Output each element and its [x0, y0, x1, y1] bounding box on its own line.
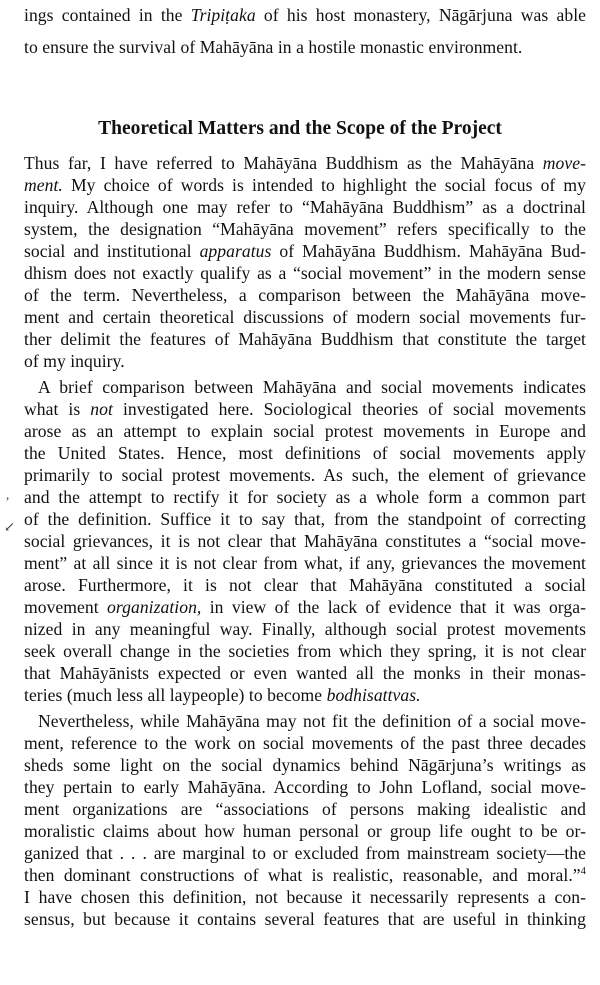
- body-line: then dominant constructions of what is realistic, reasonable, and moral.”$^4$: [24, 865, 586, 885]
- body-line: ganized that . . . are marginal to or excluded from mainstream society—the: [24, 843, 586, 863]
- margin-mark: ,: [6, 487, 10, 502]
- body-line: seek overall change in the societies from which they spring, it is not clear: [24, 641, 586, 661]
- body-line: primarily to social protest movements. As such, the element of grievance: [24, 465, 586, 485]
- body-line: Thus far, I have referred to Mahāyāna Buddhism as the Mahāyāna move-: [24, 153, 586, 173]
- body-line: ment. My choice of words is intended to highlight the social focus of my: [24, 175, 586, 195]
- body-line: and the attempt to rectify it for society as a whole form a common part: [24, 487, 586, 507]
- body-line: arose. Furthermore, it is not clear that Mahāyāna constituted a social: [24, 575, 586, 595]
- body-line: social and institutional apparatus of Mahāyāna Buddhism. Mahāyāna Bud-: [24, 241, 586, 261]
- body-line: of the definition. Suffice it to say that, from the standpoint of correcting: [24, 509, 586, 529]
- body-line: Nevertheless, while Mahāyāna may not fit the definition of a social move-: [38, 711, 586, 731]
- body-line: nized in any meaningful way. Finally, although social protest movements: [24, 619, 586, 639]
- body-line: system, the designation “Mahāyāna movement” refers specifically to the: [24, 219, 586, 239]
- margin-mark: ↙: [4, 519, 15, 534]
- body-line: teries (much less all laypeople) to become bodhisattvas.: [24, 685, 421, 705]
- body-line: to ensure the survival of Mahāyāna in a hostile monastic environment.: [24, 37, 523, 57]
- body-line: sheds some light on the social dynamics behind Nāgārjuna’s writings as: [24, 755, 586, 775]
- body-line: arose as an attempt to explain social protest movements in Europe and: [24, 421, 586, 441]
- footnote-marker: 4: [580, 866, 586, 878]
- body-line: sensus, but because it contains several features that are useful in thinking: [24, 909, 586, 929]
- body-line: ment organizations are “associations of persons making idealistic and: [24, 799, 586, 819]
- body-line: A brief comparison between Mahāyāna and social movements indicates: [38, 377, 586, 397]
- body-line: social grievances, it is not clear that Mahāyāna constitutes a “social move-: [24, 531, 586, 551]
- body-line: moralistic claims about how human personal or group life ought to be or-: [24, 821, 586, 841]
- body-line: ment, reference to the work on social movements of the past three decades: [24, 733, 586, 753]
- body-line: ment” at all since it is not clear from what, if any, grievances the movement: [24, 553, 586, 573]
- body-line: the United States. Hence, most definitions of social movements apply: [24, 443, 586, 463]
- body-line: ings contained in the Tripiṭaka of his host monastery, Nāgārjuna was able: [24, 5, 586, 25]
- body-line: what is not investigated here. Sociological theories of social movements: [24, 399, 586, 419]
- body-line: ment and certain theoretical discussions of modern social movements fur-: [24, 307, 586, 327]
- body-line: they pertain to early Mahāyāna. According to John Lofland, social move-: [24, 777, 586, 797]
- body-line: of the term. Nevertheless, a comparison between the Mahāyāna move-: [24, 285, 586, 305]
- body-line: dhism does not exactly qualify as a “social movement” in the modern sense: [24, 263, 586, 283]
- body-line: movement organization, in view of the lack of evidence that it was orga-: [24, 597, 586, 617]
- body-line: inquiry. Although one may refer to “Mahāyāna Buddhism” as a doctrinal: [24, 197, 586, 217]
- body-line: of my inquiry.: [24, 351, 125, 371]
- section-heading: Theoretical Matters and the Scope of the Project: [98, 118, 502, 139]
- body-line: that Mahāyānists expected or even wanted all the monks in their monas-: [24, 663, 586, 683]
- body-line: ther delimit the features of Mahāyāna Buddhism that constitute the target: [24, 329, 586, 349]
- body-line: I have chosen this definition, not because it necessarily represents a con-: [24, 887, 586, 907]
